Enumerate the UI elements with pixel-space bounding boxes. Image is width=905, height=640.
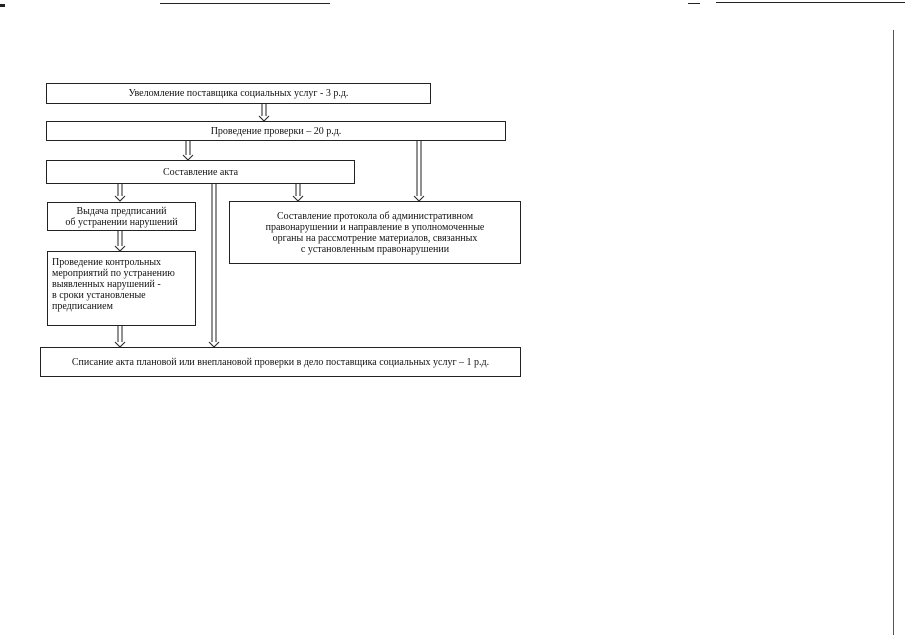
node-notify-label: Увеломление поставщика социальных услуг - 3 р.д. xyxy=(128,88,349,99)
node-act-label: Составление акта xyxy=(162,166,239,178)
arrow-orders-to-control xyxy=(115,231,125,251)
arrow-act-to-archive xyxy=(209,184,219,347)
arrow-inspection-to-protocol xyxy=(414,141,424,201)
arrow-act-to-orders xyxy=(115,184,125,201)
node-archive-label: Списание акта плановой или внеплановой проверки в дело поставщика социальных услуг – 1 р.д. xyxy=(71,356,490,368)
node-protocol-label: Составление протокола об административном правонарушении и направление в уполномоченные органы на рассмотрение материалов, связанных с установленным правонарушении xyxy=(265,210,485,255)
node-act xyxy=(46,160,355,184)
node-control-label: Проведение контрольных мероприятий по устранению выявленных нарушений - в сроки установленые предписанием xyxy=(52,257,175,312)
node-control xyxy=(47,251,196,326)
node-protocol xyxy=(229,201,521,264)
node-orders xyxy=(47,202,196,231)
arrow-control-to-archive xyxy=(115,326,125,347)
node-inspection xyxy=(46,121,506,141)
node-orders-label: Выдача предписаний об устранении нарушений xyxy=(65,205,178,228)
arrow-inspection-to-act xyxy=(183,141,193,160)
node-inspection-label: Проведение проверки – 20 р.д. xyxy=(210,125,342,137)
node-notify xyxy=(46,83,431,104)
arrow-notify-to-inspection xyxy=(259,104,269,121)
node-archive xyxy=(40,347,521,377)
arrow-act-to-protocol xyxy=(293,184,303,201)
